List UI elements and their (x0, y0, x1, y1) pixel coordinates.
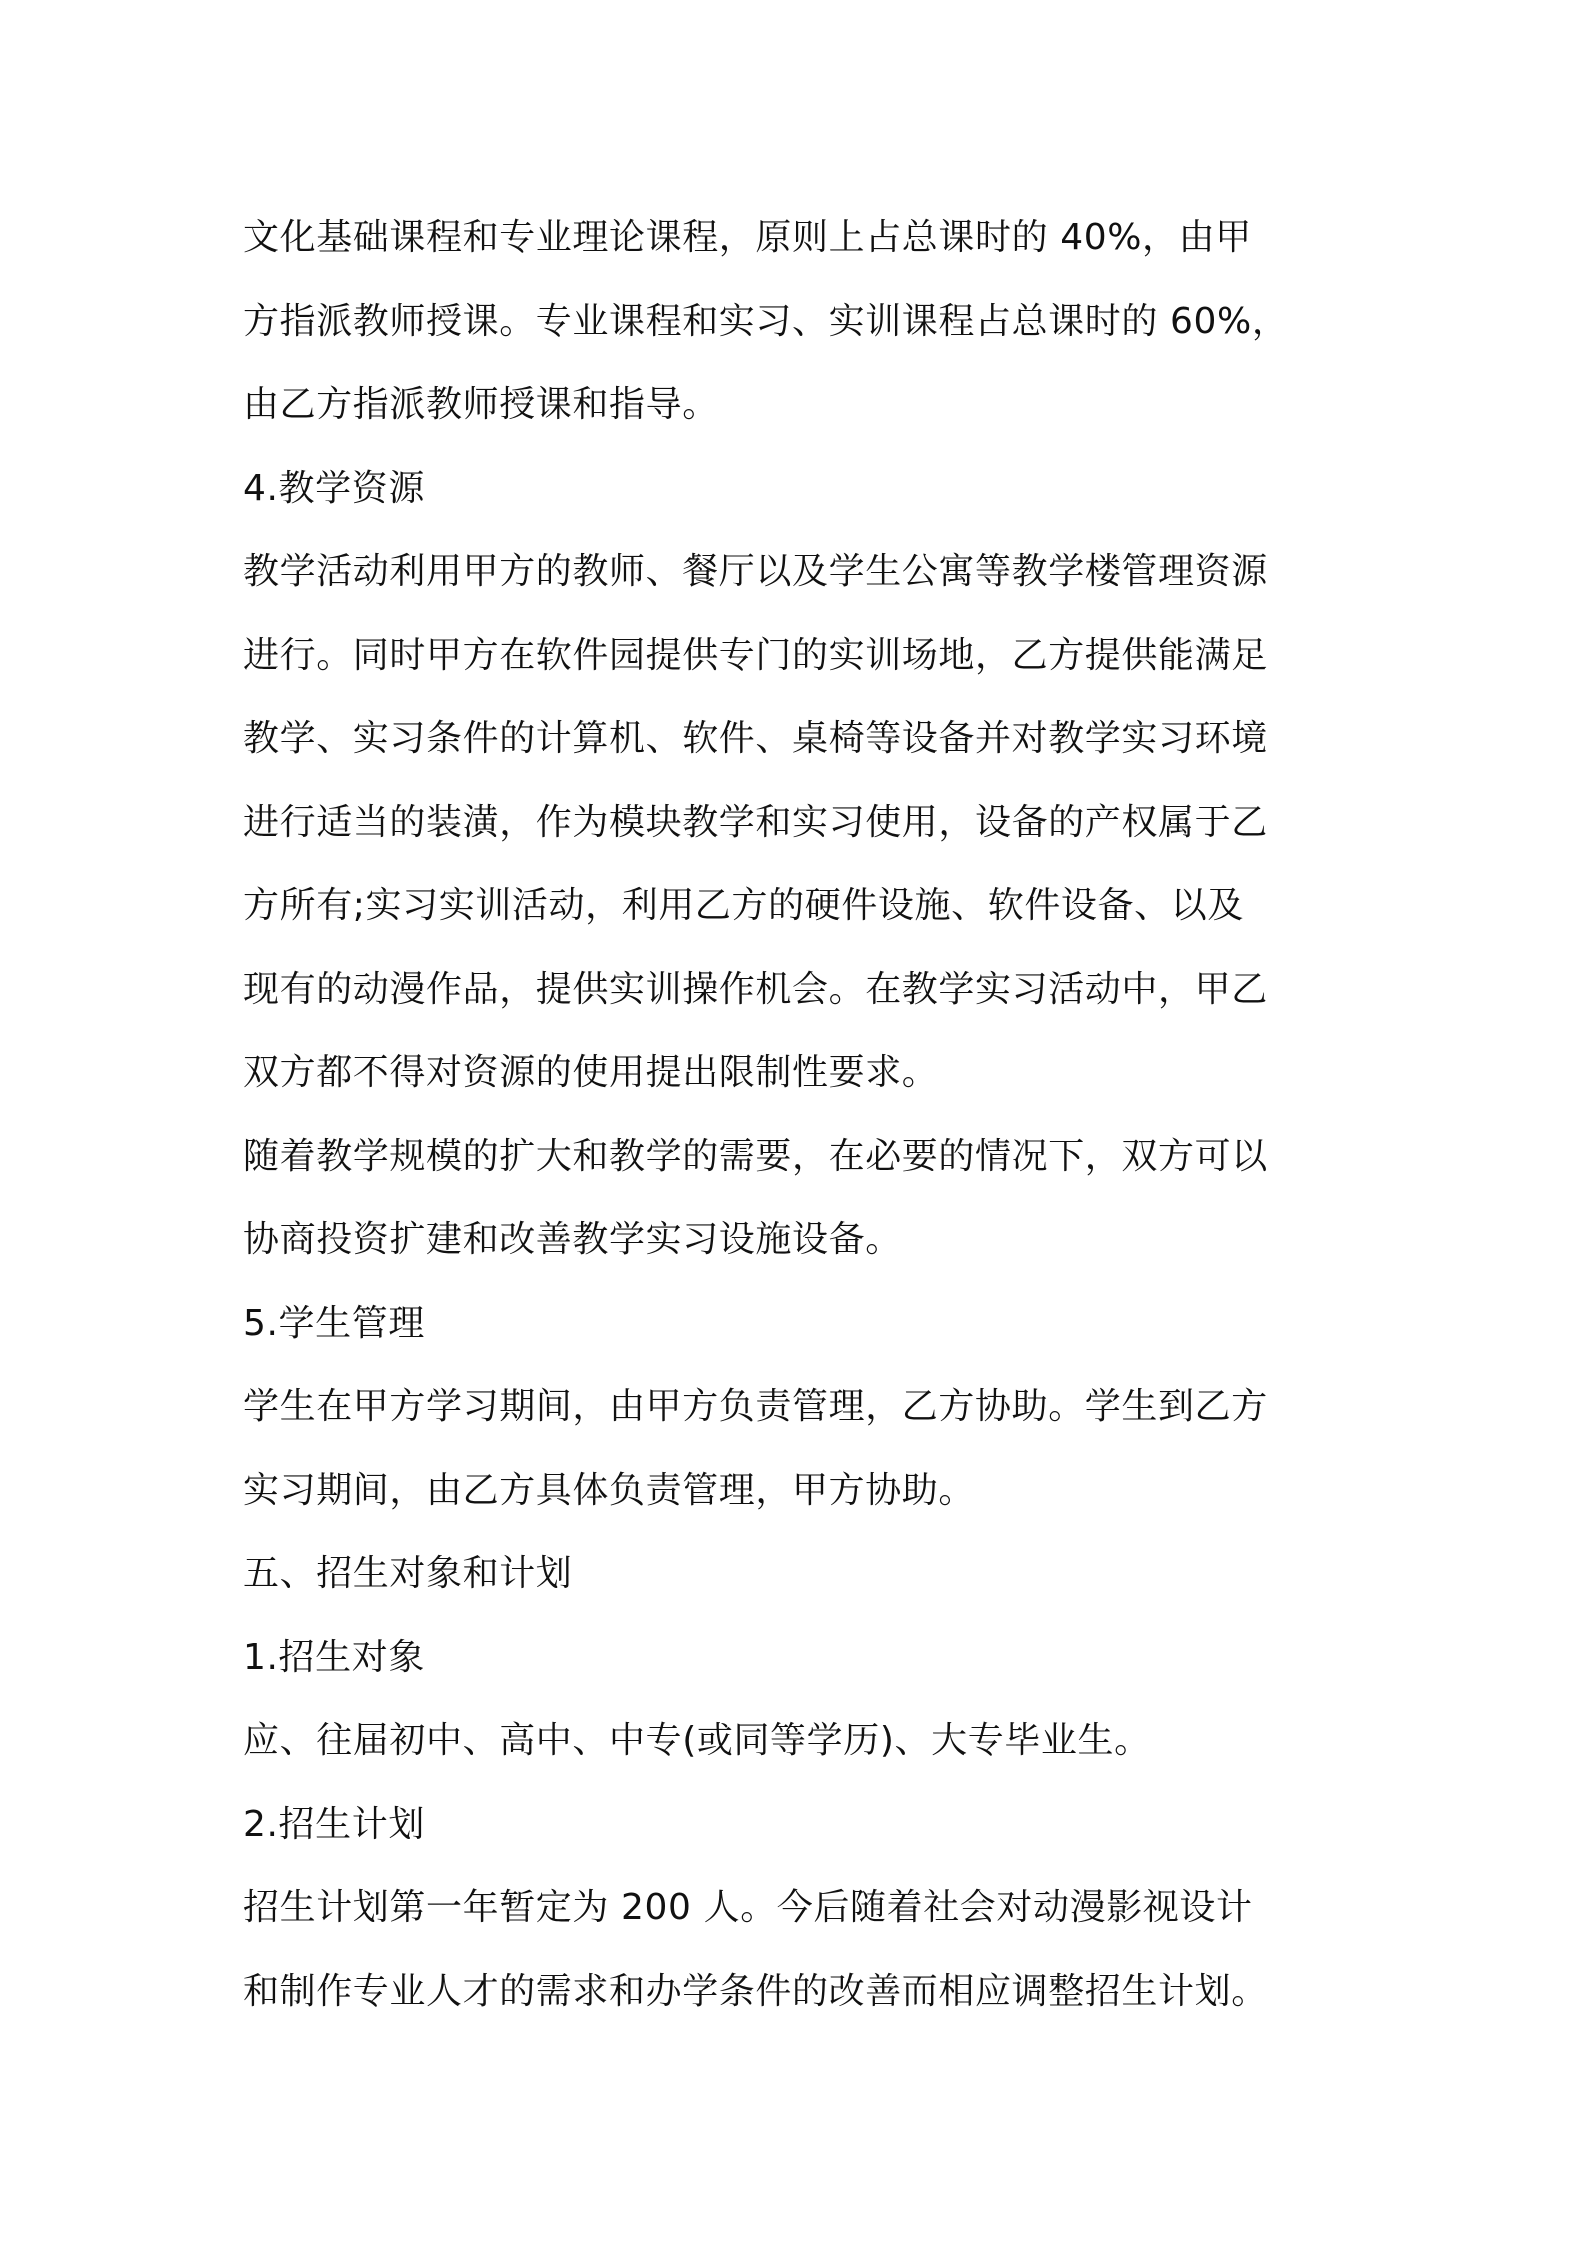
chapter-heading: 五、招生对象和计划 (243, 1553, 573, 1594)
paragraph-line: 招生计划第一年暂定为 200 人。今后随着社会对动漫影视设计 (243, 1887, 1253, 1928)
section-heading: 1.招生对象 (243, 1636, 425, 1678)
document-body (243, 196, 1363, 2033)
section-heading: 5.学生管理 (243, 1302, 425, 1344)
paragraph-line: 文化基础课程和专业理论课程，原则上占总课时的 40%，由甲 (243, 217, 1252, 258)
paragraph-line: 随着教学规模的扩大和教学的需要，在必要的情况下，双方可以 (243, 1135, 1268, 1177)
paragraph-line: 进行。同时甲方在软件园提供专门的实训场地，乙方提供能满足 (243, 634, 1268, 676)
paragraph-line: 方指派教师授课。专业课程和实习、实训课程占总课时的 60%， (243, 300, 1289, 342)
paragraph-line: 学生在甲方学习期间，由甲方负责管理，乙方协助。学生到乙方 (243, 1386, 1268, 1427)
paragraph-line: 教学活动利用甲方的教师、餐厅以及学生公寓等教学楼管理资源 (243, 551, 1268, 592)
paragraph-line: 实习期间，由乙方具体负责管理，甲方协助。 (243, 1469, 976, 1511)
paragraph-line: 方所有;实习实训活动，利用乙方的硬件设施、软件设备、以及 (243, 885, 1244, 926)
paragraph-line: 进行适当的装潢，作为模块教学和实习使用，设备的产权属于乙 (243, 801, 1268, 843)
paragraph-line: 由乙方指派教师授课和指导。 (243, 384, 719, 425)
paragraph-line: 和制作专业人才的需求和办学条件的改善而相应调整招生计划。 (243, 1970, 1268, 2012)
paragraph-line: 协商投资扩建和改善教学实习设施设备。 (243, 1219, 902, 1260)
section-heading: 2.招生计划 (243, 1803, 425, 1845)
paragraph-line: 教学、实习条件的计算机、软件、桌椅等设备并对教学实习环境 (243, 718, 1268, 759)
paragraph-line: 双方都不得对资源的使用提出限制性要求。 (243, 1052, 939, 1093)
paragraph-line: 现有的动漫作品，提供实训操作机会。在教学实习活动中，甲乙 (243, 968, 1268, 1010)
paragraph-line: 应、往届初中、高中、中专(或同等学历)、大专毕业生。 (243, 1720, 1151, 1761)
section-heading: 4.教学资源 (243, 467, 425, 509)
